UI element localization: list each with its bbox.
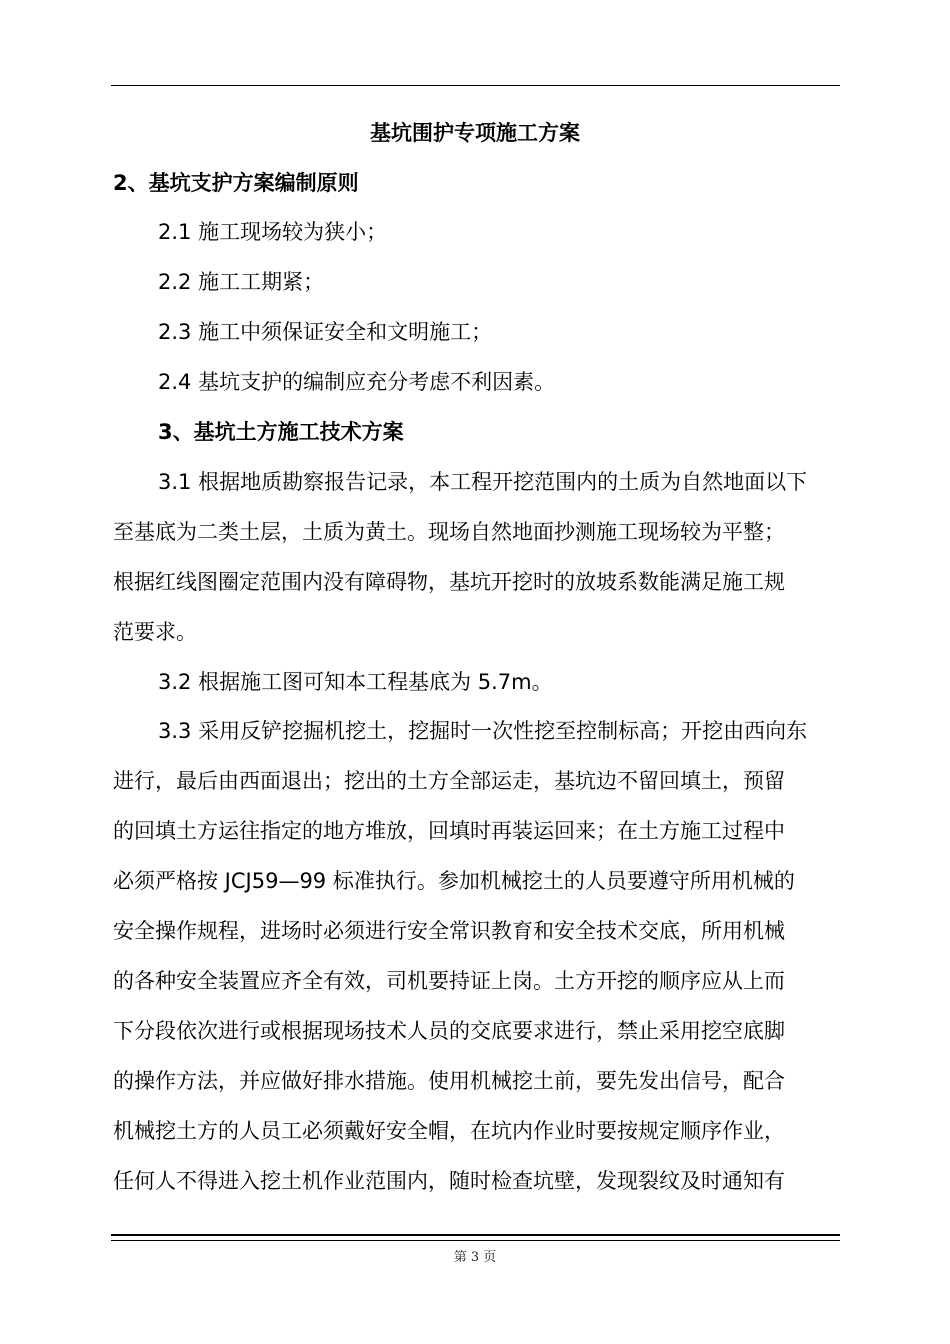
- footer-rule-thin: [111, 1240, 840, 1241]
- header-rule: [111, 85, 840, 86]
- paragraph-line: 至基底为二类土层，土质为黄土。现场自然地面抄测施工现场较为平整；: [113, 520, 785, 544]
- section-2-heading: 2、基坑支护方案编制原则: [113, 171, 359, 195]
- paragraph-line: 进行，最后由西面退出；挖出的土方全部运走，基坑边不留回填土，预留: [113, 769, 785, 793]
- paragraph-3-2: 3.2 根据施工图可知本工程基底为 5.7m。: [158, 670, 553, 694]
- paragraph-line: 根据红线图圈定范围内没有障碍物，基坑开挖时的放坡系数能满足施工规: [113, 570, 785, 594]
- document-title: 基坑围护专项施工方案: [370, 121, 580, 145]
- list-item: 2.3 施工中须保证安全和文明施工；: [158, 320, 493, 344]
- paragraph-line: 必须严格按 JCJ59—99 标准执行。参加机械挖土的人员要遵守所用机械的: [113, 869, 795, 893]
- paragraph-line: 任何人不得进入挖土机作业范围内，随时检查坑壁，发现裂纹及时通知有: [113, 1169, 785, 1193]
- paragraph-line: 机械挖土方的人员工必须戴好安全帽，在坑内作业时要按规定顺序作业，: [113, 1119, 785, 1143]
- paragraph-line: 的回填土方运往指定的地方堆放，回填时再装运回来；在土方施工过程中: [113, 819, 785, 843]
- paragraph-line: 3.1 根据地质勘察报告记录，本工程开挖范围内的土质为自然地面以下: [158, 470, 808, 494]
- paragraph-line: 安全操作规程，进场时必须进行安全常识教育和安全技术交底，所用机械: [113, 919, 785, 943]
- paragraph-line: 范要求。: [113, 620, 197, 644]
- paragraph-line: 的操作方法，并应做好排水措施。使用机械挖土前，要先发出信号，配合: [113, 1069, 785, 1093]
- section-3-heading: 3、基坑土方施工技术方案: [158, 420, 404, 444]
- list-item: 2.2 施工工期紧；: [158, 270, 325, 294]
- list-item: 2.1 施工现场较为狭小；: [158, 220, 388, 244]
- page-number: 第 3 页: [453, 1250, 497, 1265]
- paragraph-line: 下分段依次进行或根据现场技术人员的交底要求进行，禁止采用挖空底脚: [113, 1019, 785, 1043]
- list-item: 2.4 基坑支护的编制应充分考虑不利因素。: [158, 370, 556, 394]
- footer-rule: [111, 1234, 840, 1236]
- paragraph-line: 的各种安全装置应齐全有效，司机要持证上岗。土方开挖的顺序应从上而: [113, 969, 785, 993]
- paragraph-line: 3.3 采用反铲挖掘机挖土，挖掘时一次性挖至控制标高；开挖由西向东: [158, 719, 808, 743]
